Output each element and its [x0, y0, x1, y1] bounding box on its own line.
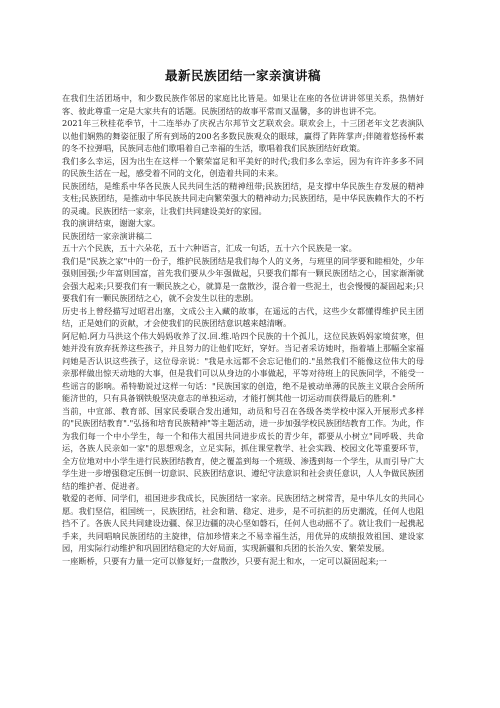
- paragraph: 我的演讲结束，谢谢大家。: [62, 218, 161, 228]
- paragraph: 当前，中宣部、教育部、国家民委联合发出通知，动员和号召在各级各类学校中深入开展形式多样的"民族团结教育"."弘扬和培育民族精神"等主题活动，进一步加强学校民族团结教育工作。为此，作为我们每一个中小学生，每一个和伟大祖国共同进步成长的青少年，都要从小树立"同呼吸、共命运，各族人民亲如一家"的思想观念，立足实际，抓住课堂教学、社会实践、校园文化等重要环节，全方位地对中小学生进行民族团结教育，使之覆盖到每一个班级、渗透到每一个学生，从而引导广大学生进一步增强稳定压倒一切意识、民族团结意识、遵纪守法意识和社会责任意识，人人争做民族团结的维护者、促进者。: [62, 405, 424, 491]
- paragraph: 我们是"民族之家"中的一份子，维护民族团结是我们每个人的义务，与班里的同学要和睦相处，少年强则国强;少年富则国富，首先我们要从少年强做起，只要我们都有一颗民族团结之心，国家渐渐就会强大起来;只要我们有一颗民族之心，就算是一盘散沙，混合着一些泥土，也会慢慢的凝固起来;只要我们有一颗民族团结之心，就不会发生以往的悲剧。: [62, 255, 424, 303]
- paragraph: 我们多么幸运，因为出生在这样一个繁荣富足和平美好的时代;我们多么幸运，因为有许许多多不同的民族生活在一起，感受着不同的文化，创造着共同的未来。: [62, 155, 424, 178]
- paragraph: 民族团结，是维系中华各民族人民共同生活的精神纽带;民族团结，是支撑中华民族生存发展的精神支柱;民族团结，是推动中华民族共同走向繁荣强大的精神动力;民族团结，是中华民族赖作大的不朽的灵魂。民族团结一家亲，让我们共同建设美好的家园。: [62, 180, 424, 216]
- paragraph: 敬爱的老师、同学们，祖国进步我成长，民族团结一家亲。民族团结之树常青，是中华儿女的共同心愿。我们坚信，祖国统一，民族团结，社会和谐、稳定、进步，是不可抗拒的历史潮流，任何人也阻挡不了。各族人民共同建设边疆、保卫边疆的决心坚如磐石，任何人也动摇不了。就让我们一起携起手来，共同唱响民族团结的主旋律，信加珍惜来之不易幸福生活，用优异的成绩报效祖国、建设家园，用实际行动维护和巩固团结稳定的大好局面，实现新疆和兵团的长治久安、繁荣发展。: [62, 493, 424, 553]
- paragraph: 一座断桥，只要有力量一定可以修复好;一盘散沙，只要有泥土和水，一定可以凝固起来;一: [62, 555, 387, 566]
- paragraph: 历史书上曾经描写过昭君出塞，文成公主入藏的故事，在遥远的古代，这些少女都懂得维护民主团结，正是她们的贡献，才会使我们的民族团结意识越来越清晰。: [62, 305, 424, 328]
- document-title: 最新民族团结一家亲演讲稿: [164, 68, 321, 83]
- document-body: [62, 92, 424, 567]
- paragraph: 五十六个民族，五十六朵花，五十六种语言，汇成一句话，五十六个民族是一家。: [62, 243, 357, 253]
- paragraph: 2021年三秋桂花季节，十二连举办了庆祝古尔邦节文艺联欢会。联欢会上，十三团老年文艺表演队以他们娴熟的舞姿征服了所有到场的200名多数民族观众的眼球，赢得了阵阵掌声;伴随着悠扬杯素的冬不拉弹唱，民族同志他们歌唱着自己幸福的生活，歌唱着我们民族团结好政策。: [62, 118, 424, 153]
- section-heading: 民族团结一家亲演讲稿二: [62, 230, 153, 241]
- paragraph: 阿尼帕.阿力马洪这个伟大妈妈收养了汉.回.维.哈四个民族的十个孤儿，这位民族妈妈家境贫寒，但她并没有放弃抚养这些孩子，并且努力的让他们吃好，穿好。当记者采访她时，指着墙上那幅全家福问她是否认识这些孩子，这位母亲说："我是永远都不会忘记他们的."虽然我们不能像这位伟大的母亲那样做出惊天动地的大事，但是我们可以从身边的小事做起，平等对待班上的民族同学，不能受一些谣言的影响。希特勒说过这样一句话："民族国家的创造，绝不是被动单薄的民族主义联合会所所能济世的，只有具备钢铁般坚决意志的单独运动，才能打倒其他一切运动而获得最后的胜利.": [62, 330, 424, 403]
- paragraph: 在我们生活团场中，和少数民族作邻居的家庭比比皆是。如果让在座的各位讲讲邻里关系，热情好客、彼此尊重一定是大家共有的话题。民族团结的故事平常而又温馨，多的讲也讲不完。: [62, 93, 424, 116]
